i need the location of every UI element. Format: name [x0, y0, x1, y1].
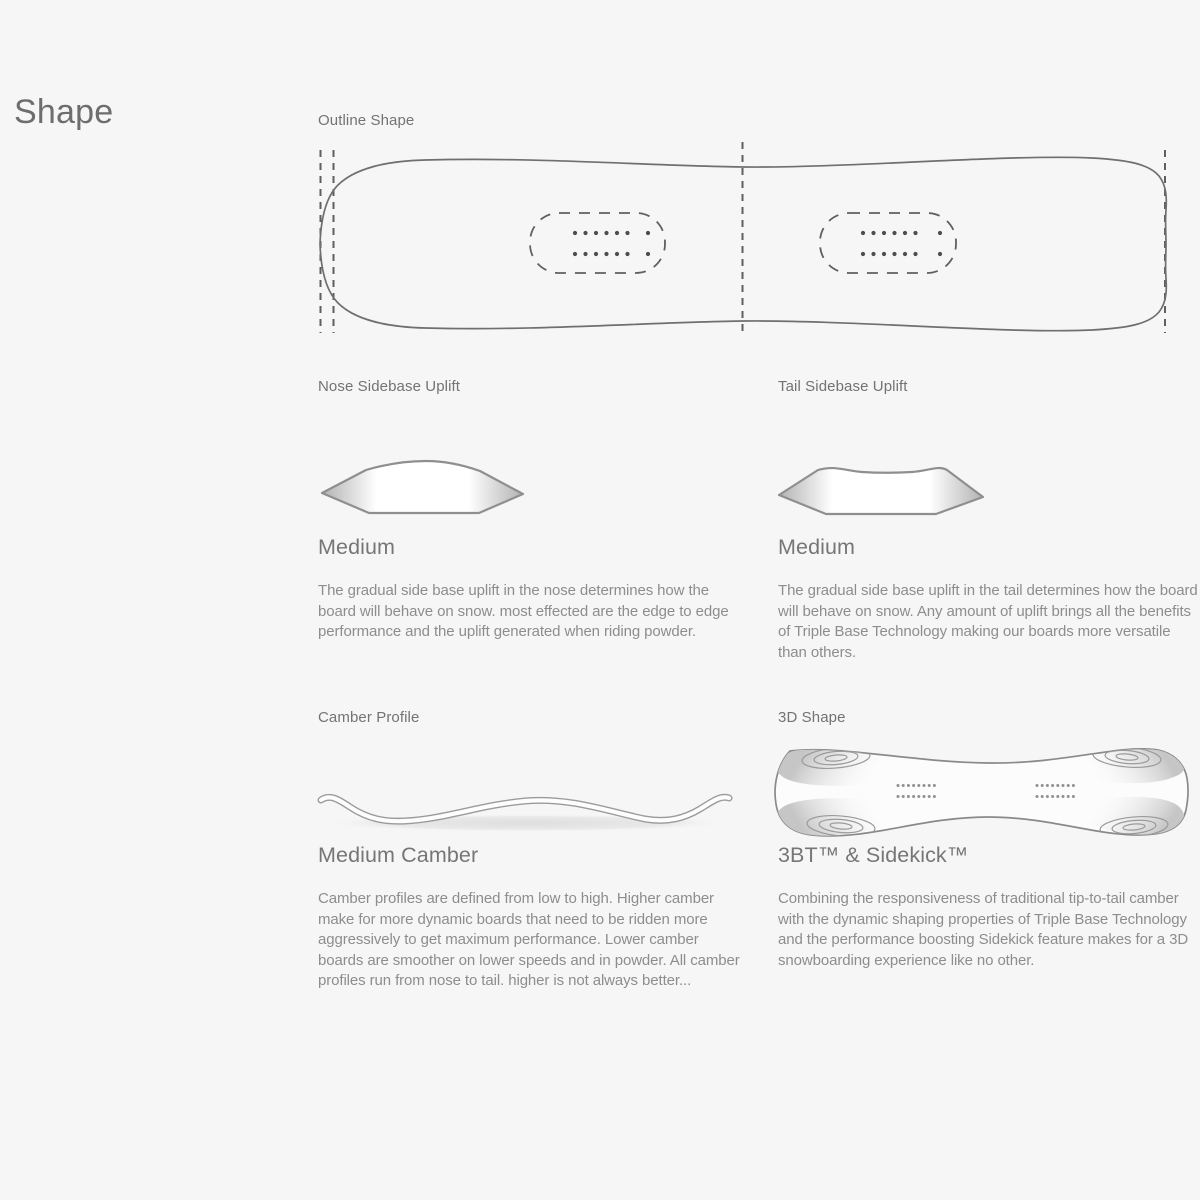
outline-shape-label: Outline Shape [318, 112, 415, 129]
tail-uplift-label: Tail Sidebase Uplift [778, 378, 908, 395]
shape3d-value: 3BT™ & Sidekick™ [778, 843, 969, 867]
tail-uplift-value: Medium [778, 535, 856, 559]
tail-uplift-diagram [770, 455, 1000, 530]
shape3d-description: Combining the responsiveness of traditional tip-to-tail camber with the dynamic shaping properties of Triple Base Technology and the performance boosting Sidekick feature makes for a 3D snowboarding experience like no other. [778, 890, 1189, 969]
camber-profile-diagram [305, 775, 745, 850]
camber-profile-label: Camber Profile [318, 709, 420, 726]
nose-uplift-description: The gradual side base uplift in the nose determines how the board will behave on snow. most effected are the edge to edge performance and the uplift generated when riding powder. [318, 582, 729, 640]
page-title: Shape [14, 93, 114, 131]
outline-shape-diagram [300, 135, 1190, 340]
camber-profile-description: Camber profiles are defined from low to high. Higher camber make for more dynamic boards that need to be ridden more aggressively to get maximum performance. Lower camber boards are smoother on lower speeds and in powder. All camber profiles run from nose to tail. higher is not always better... [318, 890, 740, 989]
shape3d-diagram [770, 730, 1200, 850]
nose-uplift-diagram [310, 450, 540, 530]
shape3d-label: 3D Shape [778, 709, 846, 726]
nose-uplift-value: Medium [318, 535, 396, 559]
camber-profile-value: Medium Camber [318, 843, 479, 867]
nose-uplift-label: Nose Sidebase Uplift [318, 378, 461, 395]
tail-uplift-description: The gradual side base uplift in the tail determines how the board will behave on snow. Any amount of uplift brings all the benefits of Triple Base Technology making our boards more versatile than others. [778, 582, 1198, 661]
